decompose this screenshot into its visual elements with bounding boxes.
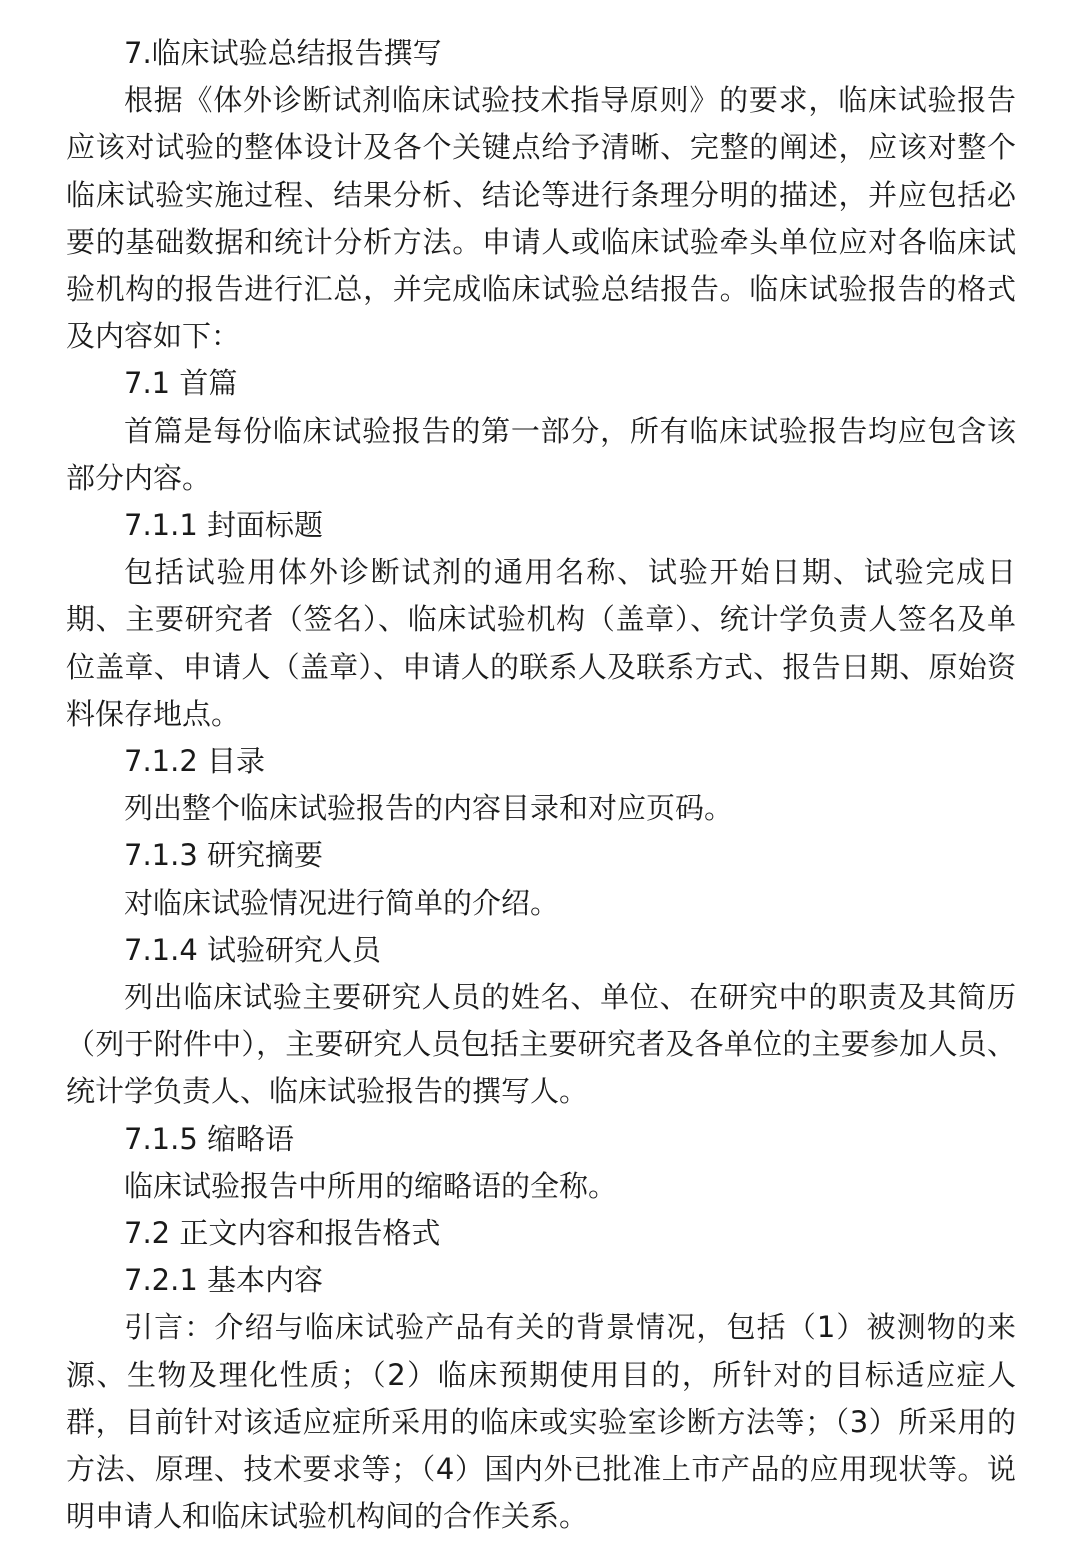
section-heading: 7.1.3 研究摘要 <box>124 838 324 873</box>
body-paragraph: 对临床试验情况进行简单的介绍。 <box>124 885 560 920</box>
section-heading: 7.1.2 目录 <box>124 744 266 779</box>
body-paragraph: 包括试验用体外诊断试剂的通用名称、试验开始日期、试验完成日期、主要研究者（签名）、临床试验机构（盖章）、统计学负责人签名及单位盖章、申请人（盖章）、申请人的联系人及联系方式、报告日期、原始资料保存地点。 <box>66 555 1016 731</box>
body-paragraph: 临床试验报告中所用的缩略语的全称。 <box>124 1168 618 1203</box>
body-paragraph: 首篇是每份临床试验报告的第一部分，所有临床试验报告均应包含该部分内容。 <box>66 413 1016 495</box>
section-heading: 7.1.4 试验研究人员 <box>124 932 382 967</box>
body-paragraph: 根据《体外诊断试剂临床试验技术指导原则》的要求，临床试验报告应该对试验的整体设计及各个关键点给予清晰、完整的阐述，应该对整个临床试验实施过程、结果分析、结论等进行条理分明的描述，并应包括必要的基础数据和统计分析方法。申请人或临床试验牵头单位应对各临床试验机构的报告进行汇总，并完成临床试验总结报告。临床试验报告的格式及内容如下： <box>66 83 1016 354</box>
section-heading: 7.1 首篇 <box>124 366 238 401</box>
body-paragraph: 列出整个临床试验报告的内容目录和对应页码。 <box>124 791 734 826</box>
body-paragraph: 引言：介绍与临床试验产品有关的背景情况，包括（1）被测物的来源、生物及理化性质；（2）临床预期使用目的，所针对的目标适应症人群，目前针对该适应症所采用的临床或实验室诊断方法等；（3）所采用的方法、原理、技术要求等；（4）国内外已批准上市产品的应用现状等。说明申请人和临床试验机构间的合作关系。 <box>66 1310 1016 1534</box>
section-heading: 7.2.1 基本内容 <box>124 1263 324 1298</box>
body-paragraph: 列出临床试验主要研究人员的姓名、单位、在研究中的职责及其简历（列于附件中），主要研究人员包括主要研究者及各单位的主要参加人员、统计学负责人、临床试验报告的撰写人。 <box>66 980 1016 1109</box>
section-heading: 7.2 正文内容和报告格式 <box>124 1216 441 1251</box>
document-page <box>66 30 1016 1541</box>
section-heading: 7.1.1 封面标题 <box>124 508 324 543</box>
section-heading: 7.临床试验总结报告撰写 <box>124 36 442 70</box>
section-heading: 7.1.5 缩略语 <box>124 1121 295 1156</box>
